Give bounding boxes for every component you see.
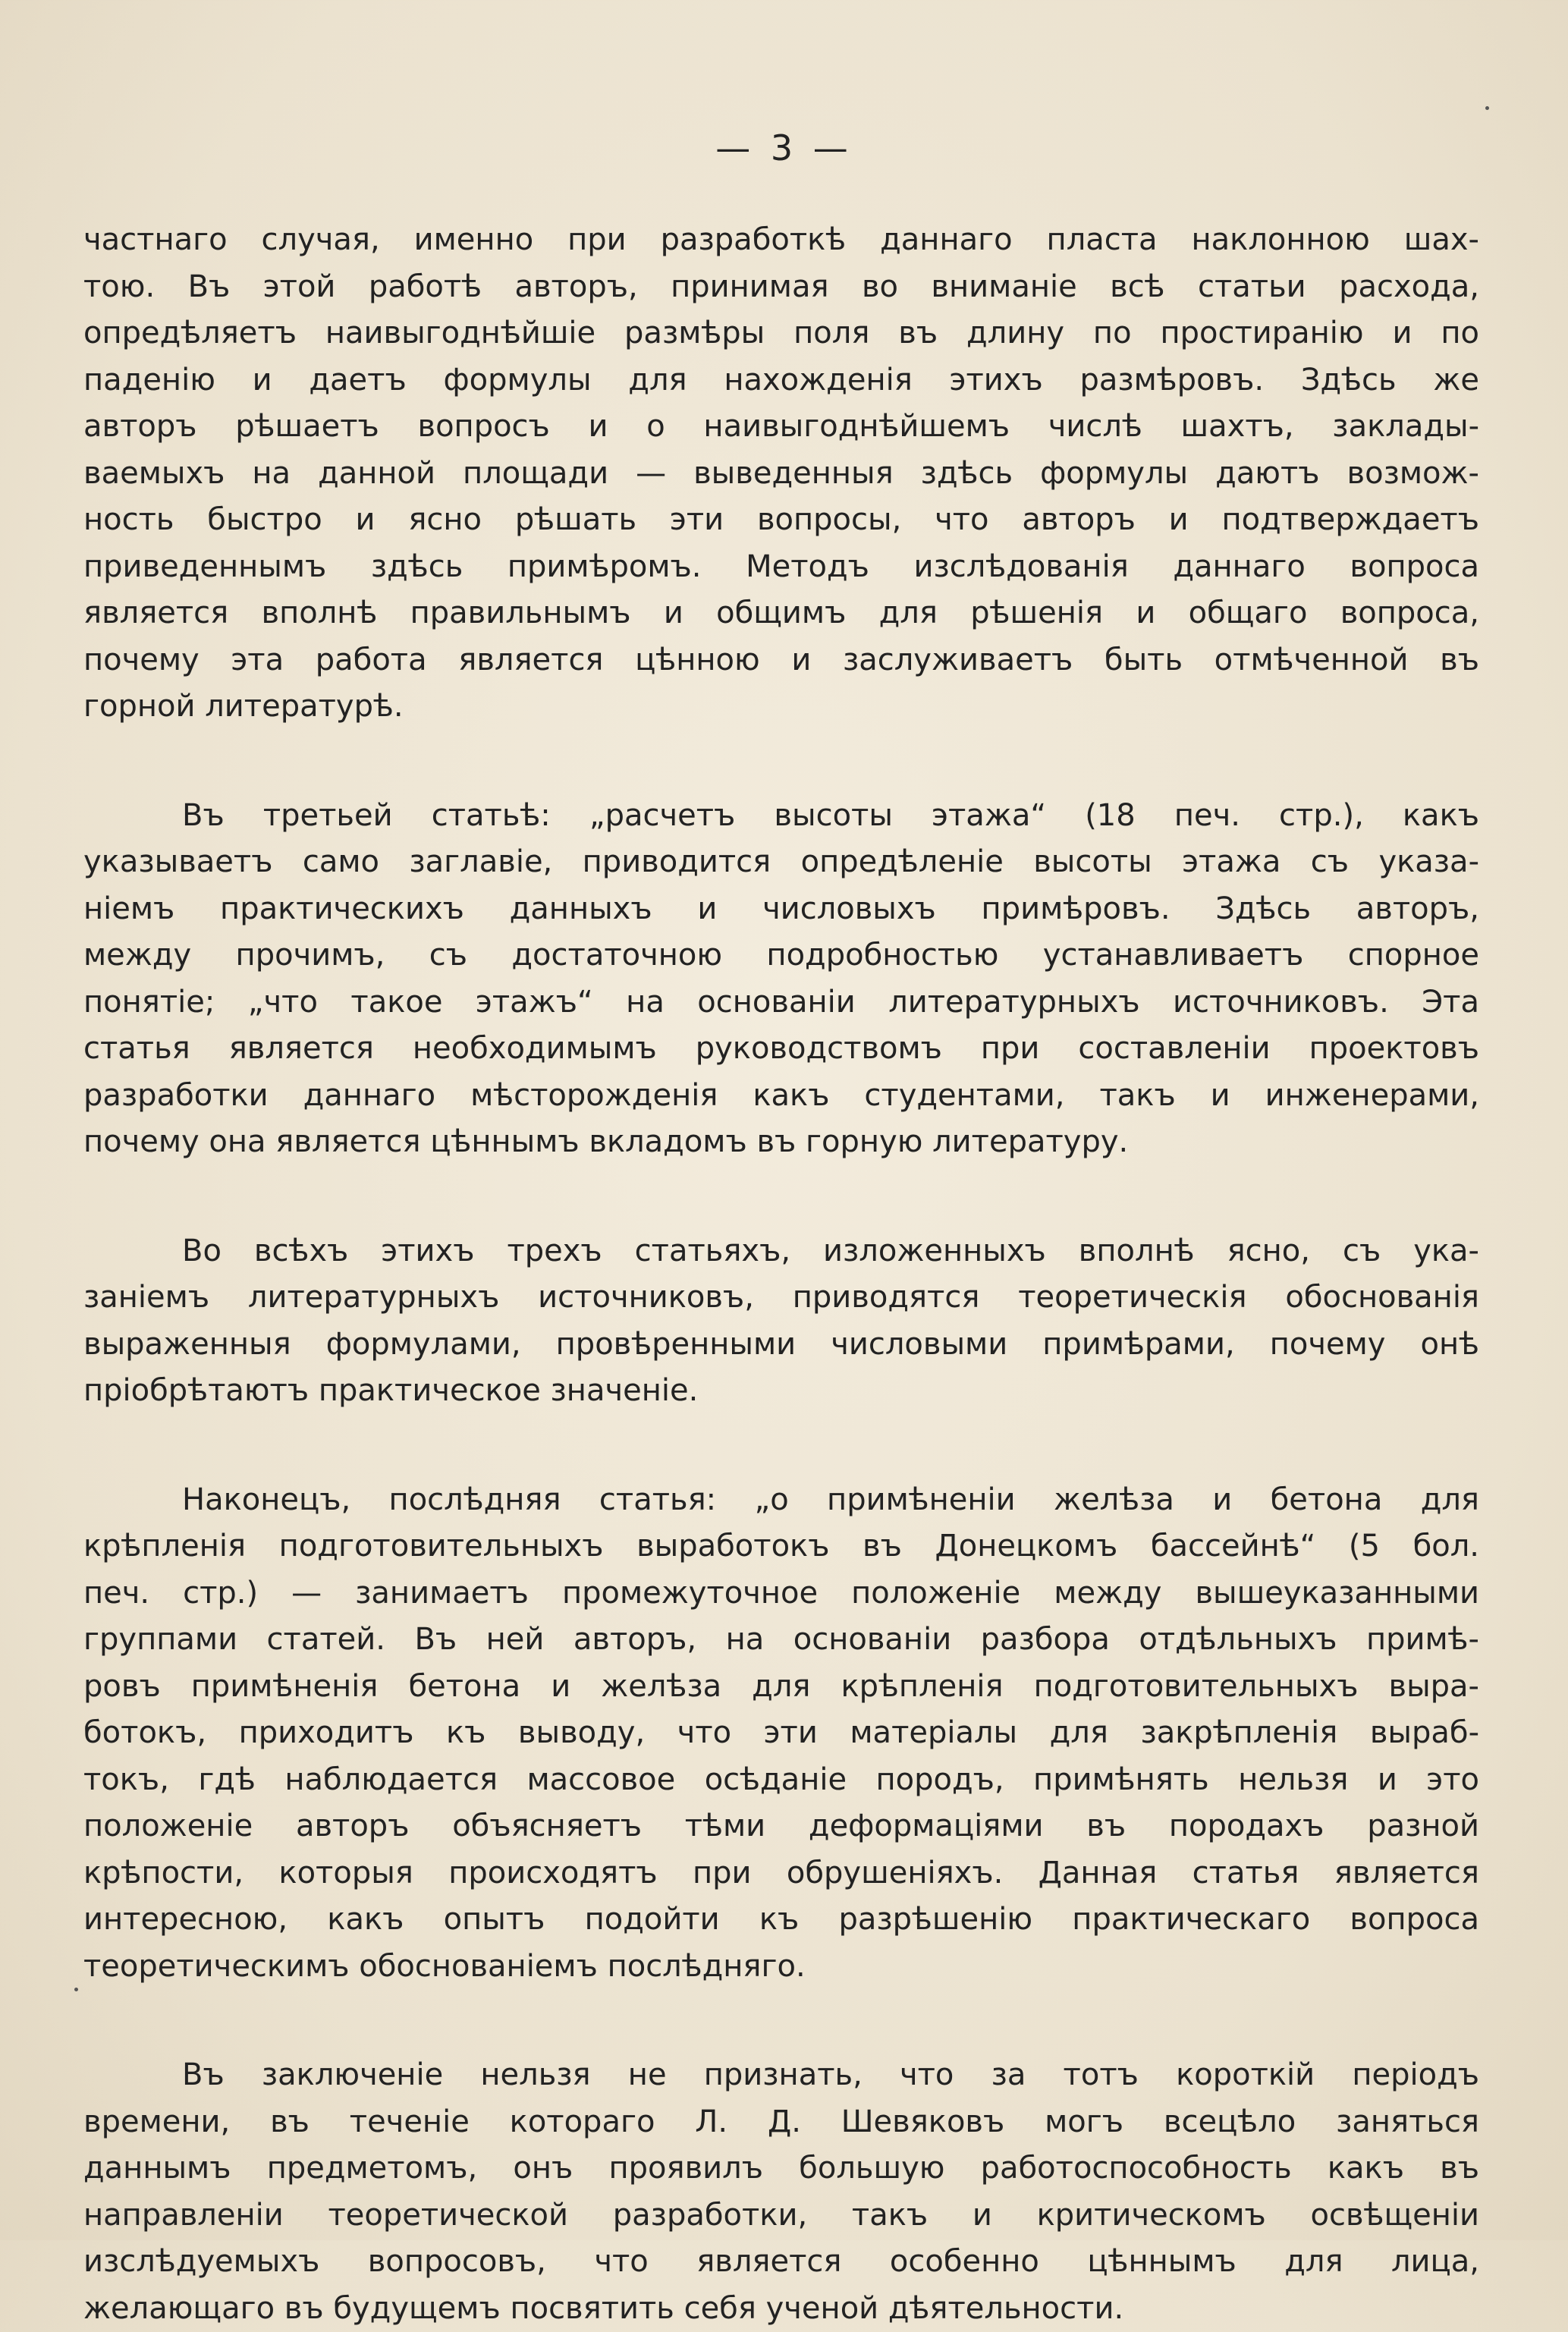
- text-line: времени, въ теченіе котораго Л. Д. Шевяковъ могъ всецѣло заняться: [83, 2099, 1479, 2146]
- text-line: Наконецъ, послѣдняя статья: „о примѣненіи желѣза и бетона для: [83, 1477, 1479, 1524]
- text-line: Во всѣхъ этихъ трехъ статьяхъ, изложенныхъ вполнѣ ясно, съ ука-: [83, 1228, 1479, 1275]
- paragraph-1: [83, 217, 1479, 731]
- text-line: опредѣляетъ наивыгоднѣйшіе размѣры поля въ длину по простиранію и по: [83, 310, 1479, 357]
- text-line: между прочимъ, съ достаточною подробностью устанавливаетъ спорное: [83, 932, 1479, 979]
- text-line: ность быстро и ясно рѣшать эти вопросы, что авторъ и подтверждаетъ: [83, 497, 1479, 544]
- document-body: [83, 217, 1479, 2332]
- text-line: ніемъ практическихъ данныхъ и числовыхъ примѣровъ. Здѣсь авторъ,: [83, 886, 1479, 933]
- text-line: Въ заключеніе нельзя не признать, что за тотъ короткій періодъ: [83, 2052, 1479, 2099]
- text-line: изслѣдуемыхъ вопросовъ, что является особенно цѣннымъ для лица,: [83, 2239, 1479, 2286]
- text-line: статья является необходимымъ руководствомъ при составленіи проектовъ: [83, 1026, 1479, 1073]
- text-line: Въ третьей статьѣ: „расчетъ высоты этажа“ (18 печ. стр.), какъ: [83, 793, 1479, 840]
- text-line: ровъ примѣненія бетона и желѣза для крѣпленія подготовительныхъ выра-: [83, 1664, 1479, 1711]
- paragraph-5: [83, 2052, 1479, 2332]
- text-line: желающаго въ будущемъ посвятить себя ученой дѣятельности.: [83, 2286, 1479, 2332]
- text-line: разработки даннаго мѣсторожденія какъ студентами, такъ и инженерами,: [83, 1073, 1479, 1120]
- text-line: печ. стр.) — занимаетъ промежуточное положеніе между вышеуказанными: [83, 1570, 1479, 1617]
- text-line: почему она является цѣннымъ вкладомъ въ горную литературу.: [83, 1119, 1479, 1166]
- text-line: ботокъ, приходитъ къ выводу, что эти матеріалы для закрѣпленія выраб-: [83, 1710, 1479, 1757]
- paper-speck: [1485, 106, 1489, 110]
- paragraph-4: [83, 1477, 1479, 1991]
- page-number: — 3 —: [0, 127, 1568, 168]
- text-line: паденію и даетъ формулы для нахожденія этихъ размѣровъ. Здѣсь же: [83, 357, 1479, 404]
- text-line: теоретическимъ обоснованіемъ послѣдняго.: [83, 1944, 1479, 1991]
- text-line: заніемъ литературныхъ источниковъ, приводятся теоретическія обоснованія: [83, 1274, 1479, 1322]
- text-line: направленіи теоретической разработки, такъ и критическомъ освѣщеніи: [83, 2192, 1479, 2239]
- text-line: почему эта работа является цѣнною и заслуживаетъ быть отмѣченной въ: [83, 637, 1479, 684]
- text-line: понятіе; „что такое этажъ“ на основаніи литературныхъ источниковъ. Эта: [83, 979, 1479, 1026]
- text-line: тою. Въ этой работѣ авторъ, принимая во вниманіе всѣ статьи расхода,: [83, 264, 1479, 311]
- text-line: токъ, гдѣ наблюдается массовое осѣданіе породъ, примѣнять нельзя и это: [83, 1757, 1479, 1804]
- text-line: горной литературѣ.: [83, 684, 1479, 731]
- text-line: приведеннымъ здѣсь примѣромъ. Методъ изслѣдованія даннаго вопроса: [83, 544, 1479, 591]
- text-line: авторъ рѣшаетъ вопросъ и о наивыгоднѣйшемъ числѣ шахтъ, заклады-: [83, 404, 1479, 451]
- text-line: даннымъ предметомъ, онъ проявилъ большую работоспособность какъ въ: [83, 2145, 1479, 2192]
- text-line: пріобрѣтаютъ практическое значеніе.: [83, 1368, 1479, 1415]
- text-line: интересною, какъ опытъ подойти къ разрѣшенію практическаго вопроса: [83, 1897, 1479, 1944]
- text-line: крѣпленія подготовительныхъ выработокъ въ Донецкомъ бассейнѣ“ (5 бол.: [83, 1523, 1479, 1570]
- text-line: является вполнѣ правильнымъ и общимъ для рѣшенія и общаго вопроса,: [83, 590, 1479, 637]
- text-line: крѣпости, которыя происходятъ при обрушеніяхъ. Данная статья является: [83, 1850, 1479, 1897]
- text-line: частнаго случая, именно при разработкѣ даннаго пласта наклонною шах-: [83, 217, 1479, 264]
- paragraph-3: [83, 1228, 1479, 1415]
- paragraph-2: [83, 793, 1479, 1166]
- text-line: положеніе авторъ объясняетъ тѣми деформаціями въ породахъ разной: [83, 1803, 1479, 1850]
- text-line: выраженныя формулами, провѣренными числовыми примѣрами, почему онѣ: [83, 1322, 1479, 1369]
- text-line: группами статей. Въ ней авторъ, на основаніи разбора отдѣльныхъ примѣ-: [83, 1617, 1479, 1664]
- text-line: ваемыхъ на данной площади — выведенныя здѣсь формулы даютъ возмож-: [83, 451, 1479, 498]
- text-line: указываетъ само заглавіе, приводится опредѣленіе высоты этажа съ указа-: [83, 839, 1479, 886]
- paper-speck: [74, 1988, 78, 1991]
